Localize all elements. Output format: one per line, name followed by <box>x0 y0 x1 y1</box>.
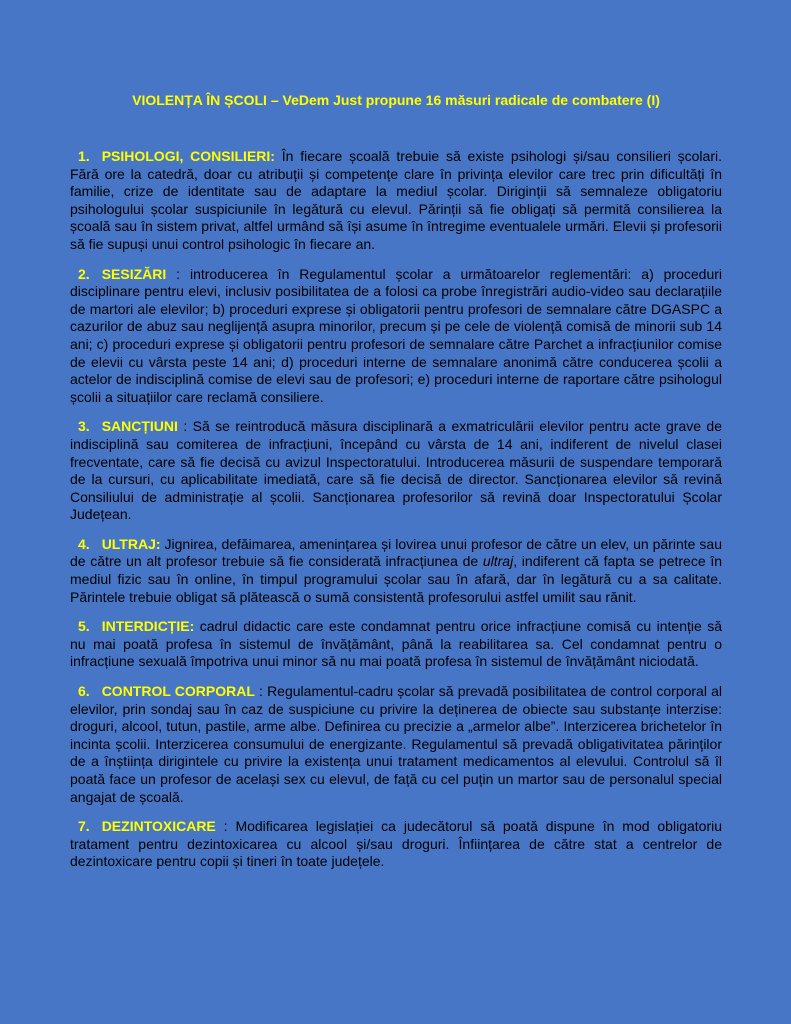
section-body: : Să se reintroducă măsura disciplinară a exmatriculării elevilor pentru acte grave de indisciplină sau comiterea de infracțiuni, începând cu vârsta de 14 ani, indiferent de nivelul clasei frecventate, care să fie decisă cu avizul Inspectoratului. Introducerea măsurii de suspendare temporară de la cursuri, cu aplicabilitate imediată, care să fie decisă de director. Sancționarea elevilor să revină Consiliului de administrație al școlii. Sancționarea profesorilor să revină doar Inspectoratului Școlar Județean. <box>70 418 722 523</box>
section-heading: INTERDICȚIE: <box>101 618 195 635</box>
section-dezintoxicare <box>70 818 722 871</box>
section-control-corporal <box>70 683 722 806</box>
section-lead <box>70 418 183 434</box>
section-body: : Regulamentul-cadru școlar să prevadă posibilitatea de control corporal al elevilor, prin sondaj sau în caz de suspiciune cu privire la deținerea de obiecte sau substanțe interzise: droguri, alcool, tutun, pastile, arme albe. Definirea cu precizie a „armelor albe”. Interzicerea brichetelor în incinta școlii. Interzicerea consumului de energizante. Regulamentul să prevadă obligativitatea părinților de a înștiința dirigintele cu privire la existența unui tratament medicamentos al elevului. Controlul să îl poată face un profesor de același sex cu elevul, de față cu cel puțin un martor sau de personalul special angajat de școală. <box>70 683 722 805</box>
section-ultraj <box>70 536 722 606</box>
section-sesizari <box>70 266 722 407</box>
section-lead <box>70 536 165 552</box>
section-number: 3. <box>78 418 90 435</box>
section-body: În fiecare școală trebuie să existe psihologi și/sau consilieri școlari. Fără ore la catedră, doar cu atribuții și competențe clare în privința elevilor care trec prin dificultăți în familie, crize de identitate sau de adaptare la mediul școlar. Diriginții să semnaleze obligatoriu psihologului școlar suspiciunile în legătură cu elevul. Părinții să fie obligați să permită consilierea la școală sau în sistem privat, altfel urmând să își asume în întregime eventualele urmări. Elevii și profesorii să fie supuși unui control psihologic în fiecare an. <box>70 148 722 252</box>
section-body: cadrul didactic care este condamnat pentru orice infracțiune comisă cu intenție să nu mai poată profesa în sistemul de învățământ, până la reabilitarea sa. Cel condamnat pentru o infracțiune sexuală împotriva unui minor să nu mai poată profesa în sistemul de învățământ niciodată. <box>70 618 723 670</box>
section-interdictie <box>70 618 722 671</box>
section-number: 6. <box>78 683 90 700</box>
section-number: 7. <box>78 818 90 835</box>
section-heading: ULTRAJ: <box>101 535 161 552</box>
section-heading: CONTROL CORPORAL <box>101 683 255 700</box>
section-heading: PSIHOLOGI, CONSILIERI: <box>101 148 275 164</box>
section-number: 1. <box>78 148 90 164</box>
section-number: 5. <box>78 618 90 635</box>
section-lead <box>70 148 282 164</box>
section-body: : introducerea în Regulamentul școlar a următoarelor reglementări: a) proceduri disciplinare pentru elevi, inclusiv posibilitatea de a folosi ca probe înregistrări audio-video sau declarațiile de martori ale elevilor; b) proceduri exprese și obligatorii pentru profesori de semnalare către DGASPC a cazurilor de abuz sau neglijență asupra minorilor, precum și pe cele de violență comisă de minorii sub 14 ani; c) proceduri exprese și obligatorii pentru profesori de semnalare către Parchet a infracțiunilor comise de elevii cu vârsta peste 14 ani; d) proceduri interne de semnalare anonimă către conducerea școlii a actelor de indisciplină comise de elevi sau de profesori; e) proceduri interne de raportare către psihologul școlii a situațiilor care reclamă consiliere. <box>70 265 722 405</box>
section-number: 4. <box>78 535 90 552</box>
section-number: 2. <box>78 265 90 282</box>
section-psihologi-consilieri <box>70 148 722 254</box>
section-heading: SANCȚIUNI <box>101 418 178 435</box>
section-lead <box>70 818 224 834</box>
section-body-part-1: Jignirea, defăimarea, amenințarea și lovirea unui profesor de către un elev, un părinte sau de către un alt profesor trebuie să fie considerată infracțiunea de <box>70 535 723 570</box>
section-sanctiuni <box>70 418 722 524</box>
section-body-italic-term: ultraj <box>482 553 514 570</box>
section-heading: DEZINTOXICARE <box>101 818 216 835</box>
document-title: VIOLENȚA ÎN ȘCOLI – VeDem Just propune 16 măsuri radicale de combatere (I) <box>132 92 660 108</box>
section-body: : Modificarea legislației ca judecătorul să poată dispune în mod obligatoriu tratament pentru dezintoxicarea cu alcool și/sau droguri. Înființarea de către stat a centrelor de dezintoxicare pentru copii și tineri în toate județele. <box>70 818 722 870</box>
section-lead <box>70 266 176 282</box>
section-lead <box>70 618 200 634</box>
section-body-part-2: , indiferent că fapta se petrece în mediul fizic sau în online, în timpul programului școlar sau în afară, dar în legătură cu a sa calitate. Părintele trebuie obligat să plătească o sumă consistentă profesorului astfel umilit sau rănit. <box>70 553 722 605</box>
section-heading: SESIZĂRI <box>101 265 167 282</box>
section-lead <box>70 683 259 699</box>
